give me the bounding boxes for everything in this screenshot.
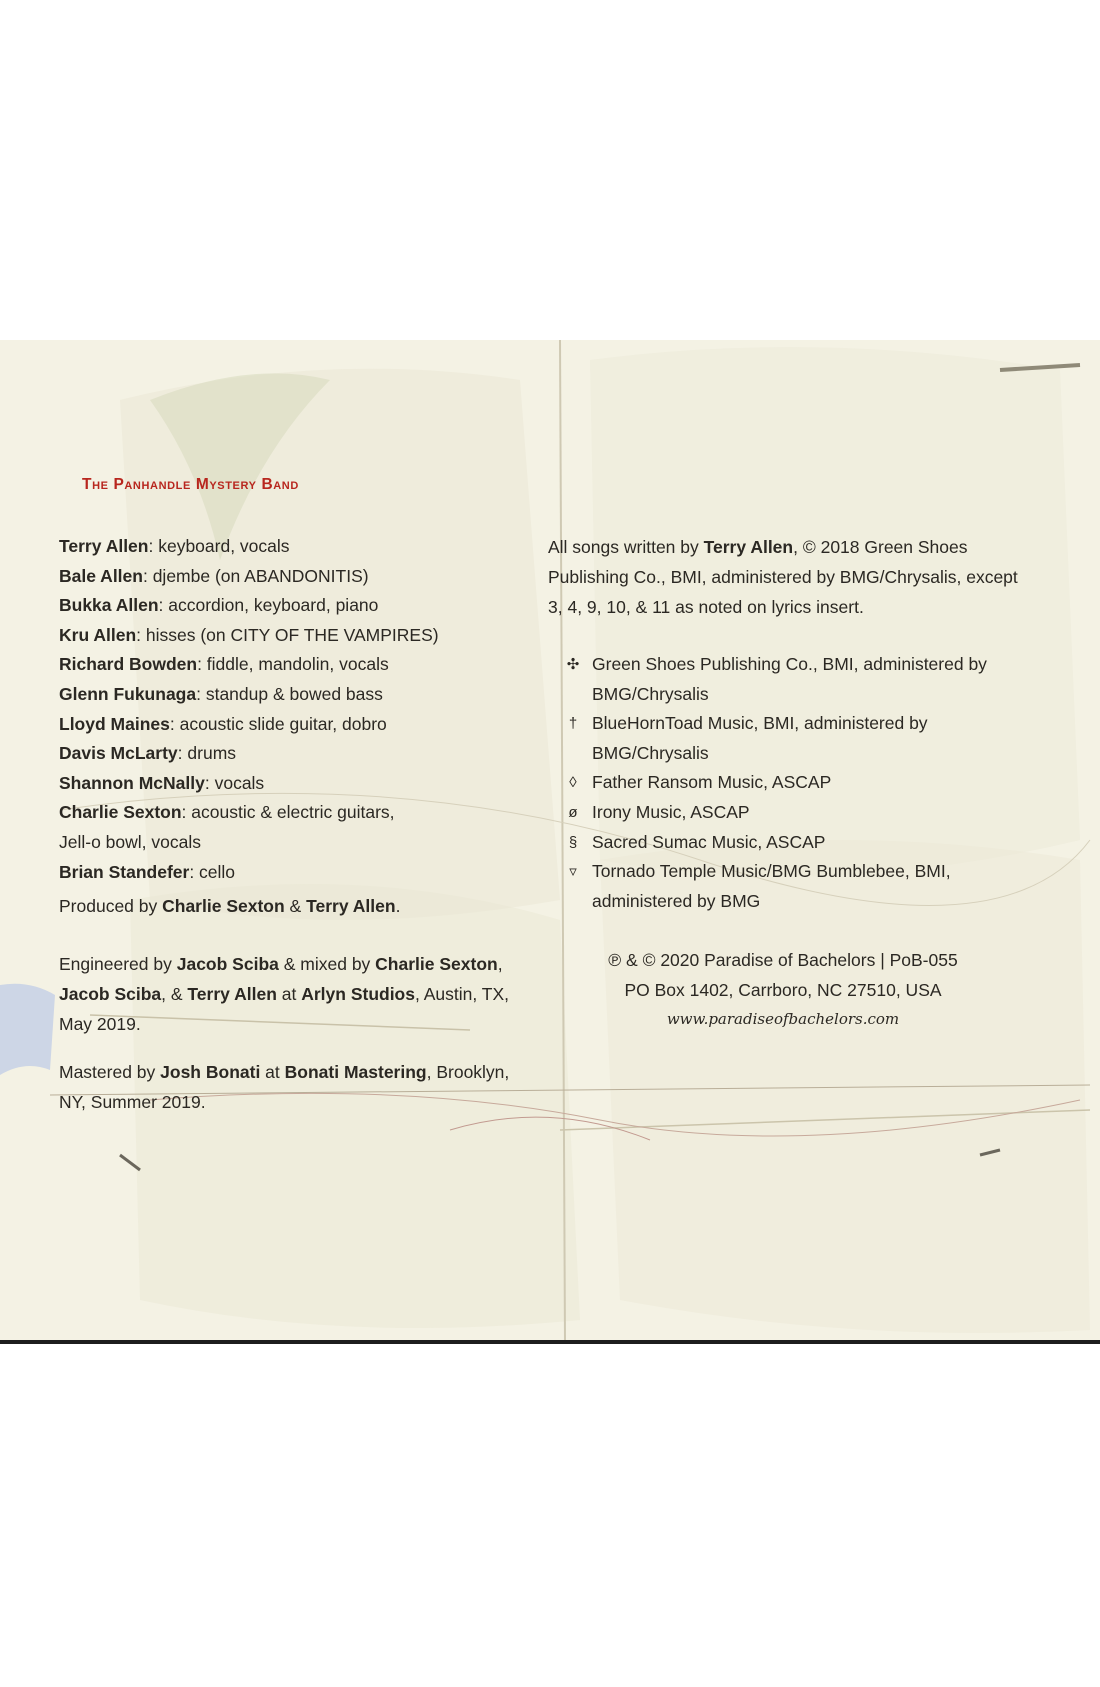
credit-line: Richard Bowden: fiddle, mandolin, vocals — [59, 654, 389, 675]
publisher-item: † BlueHornToad Music, BMI, administered by BMG/Chrysalis — [562, 709, 1022, 768]
credit-line: Jell-o bowl, vocals — [59, 831, 201, 852]
credit-line: Charlie Sexton: acoustic & electric guitars, — [59, 802, 395, 823]
songwriting-rights: All songs written by Terry Allen, © 2018 Green Shoes Publishing Co., BMI, administered by BMG/Chrysalis, except 3, 4, 9, 10, & 11 as noted on lyrics insert. — [548, 537, 1018, 617]
publisher-item: ◊ Father Ransom Music, ASCAP — [562, 768, 1022, 798]
publisher-symbol-icon: † — [568, 715, 578, 733]
label-info — [548, 946, 1018, 1035]
publisher-item: ▿ Tornado Temple Music/BMG Bumblebee, BMI, administered by BMG — [562, 857, 1022, 916]
label-address: PO Box 1402, Carrboro, NC 27510, USA — [624, 979, 942, 1000]
credit-line: Lloyd Maines: acoustic slide guitar, dobro — [59, 713, 387, 734]
publisher-symbol-icon: § — [568, 833, 578, 851]
credit-line: Kru Allen: hisses (on CITY OF THE VAMPIRES) — [59, 624, 439, 645]
publisher-symbol-icon: ✣ — [566, 656, 580, 673]
publisher-item: ✣ Green Shoes Publishing Co., BMI, administered by BMG/Chrysalis — [562, 650, 1022, 709]
credit-line: Bukka Allen: accordion, keyboard, piano — [59, 595, 379, 616]
publisher-key — [562, 650, 1022, 916]
mastered-credit: Mastered by Josh Bonati at Bonati Mastering, Brooklyn, NY, Summer 2019. — [59, 1062, 510, 1112]
publisher-item: § Sacred Sumac Music, ASCAP — [562, 828, 1022, 858]
publisher-symbol-icon: ø — [568, 803, 578, 821]
publisher-symbol-icon: ▿ — [569, 863, 577, 881]
credit-line: Terry Allen: keyboard, vocals — [59, 536, 290, 556]
liner-notes-panel — [0, 340, 1100, 1343]
band-title: The Panhandle Mystery Band — [82, 476, 299, 493]
label-website: www.paradiseofbachelors.com — [666, 1010, 900, 1029]
credit-line: Davis McLarty: drums — [59, 743, 237, 764]
musician-credits — [59, 532, 529, 887]
credit-line: Bale Allen: djembe (on ABANDONITIS) — [59, 565, 369, 586]
publisher-item: ø Irony Music, ASCAP — [562, 798, 1022, 828]
publisher-symbol-icon: ◊ — [569, 774, 577, 792]
label-copyright: ℗ & © 2020 Paradise of Bachelors | PoB-055 — [608, 950, 958, 970]
credit-line: Glenn Fukunaga: standup & bowed bass — [59, 683, 383, 704]
engineered-credit: Engineered by Jacob Sciba & mixed by Charlie Sexton, Jacob Sciba, & Terry Allen at Arlyn Studios, Austin, TX, May 2019. — [59, 954, 510, 1034]
produced-credit: Produced by Charlie Sexton & Terry Allen. — [59, 896, 401, 916]
credit-line: Brian Standefer: cello — [59, 861, 236, 882]
flag-shape — [0, 984, 55, 1075]
credit-line: Shannon McNally: vocals — [59, 772, 265, 793]
insert-edge — [0, 1340, 1100, 1344]
